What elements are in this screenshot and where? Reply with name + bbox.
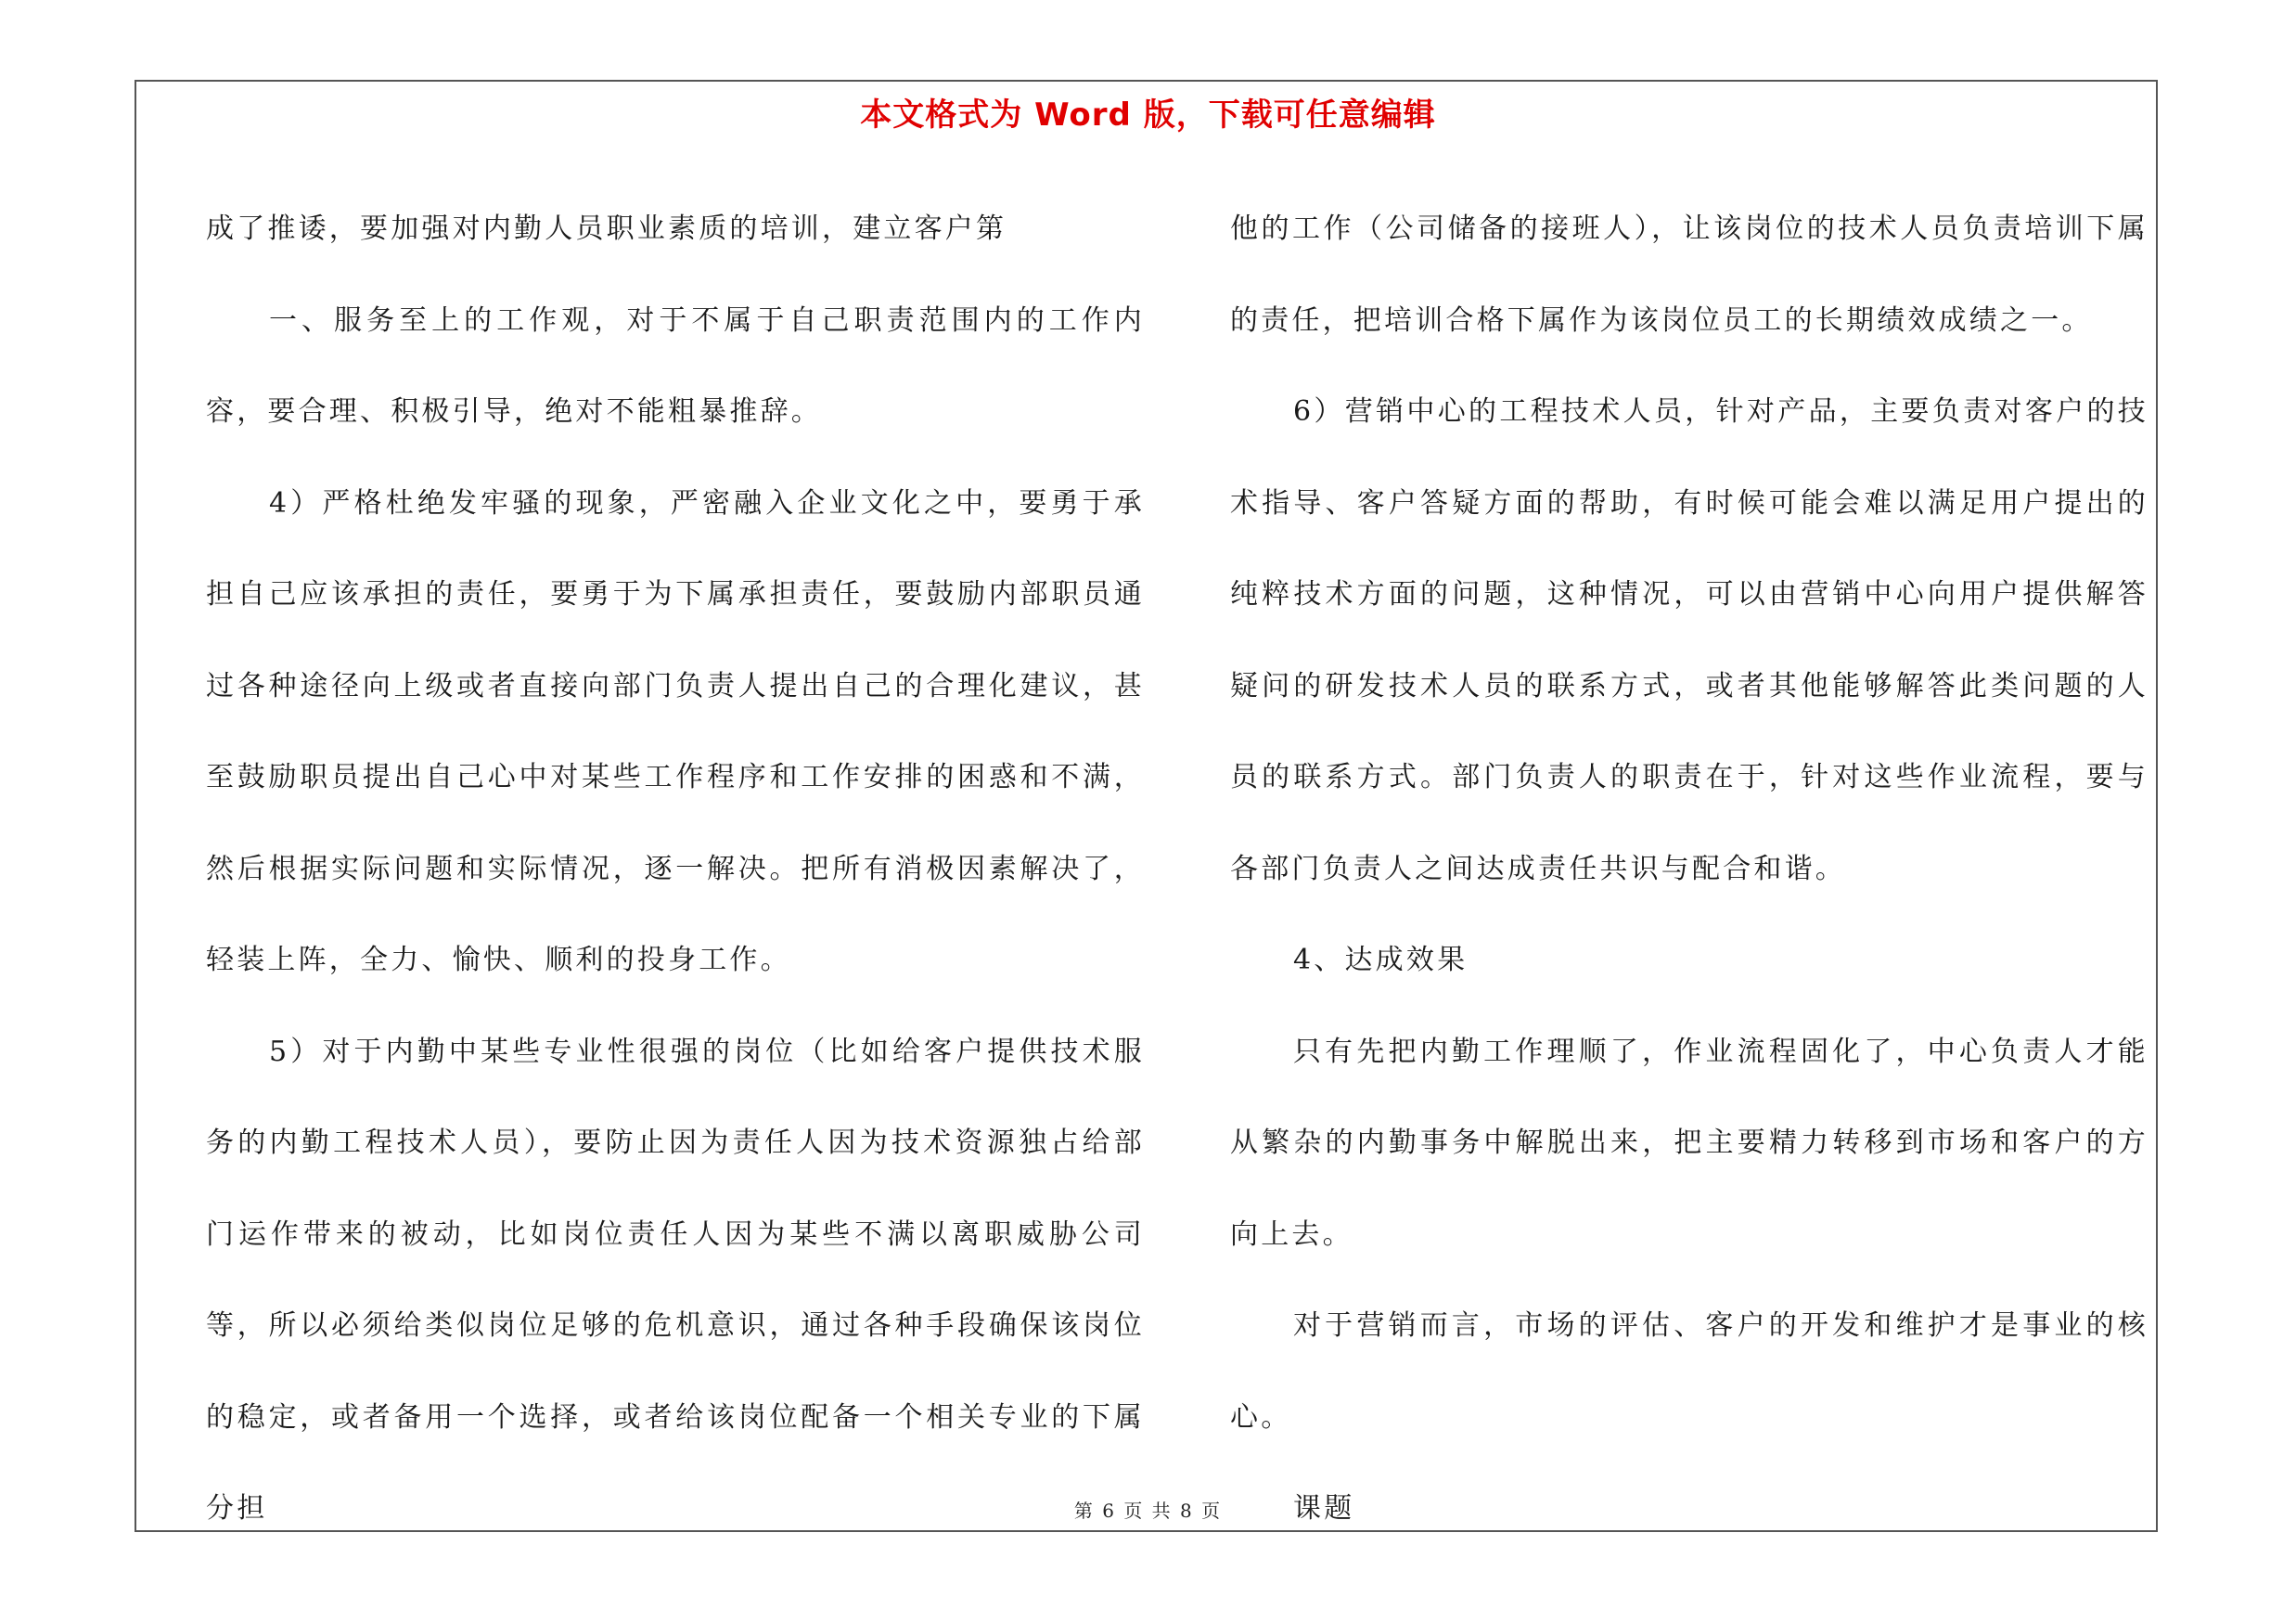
paragraph: 成了推诿，要加强对内勤人员职业素质的培训，建立客户第	[206, 213, 1007, 245]
right-text-column	[1230, 184, 2148, 1555]
paragraph: 6）营销中心的工程技术人员，针对产品，主要负责对客户的技术指导、客户答疑方面的帮助，有时候可能会难以满足用户提出的纯粹技术方面的问题，这种情况，可以由营销中心向用户提供解答疑问的研发技术人员的联系方式，或者其他能够解答此类问题的人员的联系方式。部门负责人的职责在于，针对这些作业流程，要与各部门负责人之间达成责任共识与配合和谐。	[1230, 395, 2148, 885]
paragraph: 5）对于内勤中某些专业性很强的岗位（比如给客户提供技术服务的内勤工程技术人员），要防止因为责任人因为技术资源独占给部门运作带来的被动，比如岗位责任人因为某些不满以离职威胁公司等，所以必须给类似岗位足够的危机意识，通过各种手段确保该岗位的稳定，或者备用一个选择，或者给该岗位配备一个相关专业的下属分担	[206, 1035, 1145, 1525]
paragraph: 他的工作（公司储备的接班人），让该岗位的技术人员负责培训下属的责任，把培训合格下属作为该岗位员工的长期绩效成绩之一。	[1230, 213, 2148, 337]
paragraph: 4）严格杜绝发牢骚的现象，严密融入企业文化之中，要勇于承担自己应该承担的责任，要勇于为下属承担责任，要鼓励内部职员通过各种途径向上级或者直接向部门负责人提出自己的合理化建议，甚至鼓励职员提出自己心中对某些工作程序和工作安排的困惑和不满，然后根据实际问题和实际情况，逐一解决。把所有消极因素解决了，轻装上阵，全力、愉快、顺利的投身工作。	[206, 486, 1145, 976]
section-heading: 4、达成效果	[1293, 944, 1469, 976]
page-number: 第 6 页 共 8 页	[1073, 1500, 1223, 1522]
paragraph: 课题	[1293, 1492, 1355, 1525]
paragraph: 一、服务至上的工作观，对于不属于自己职责范围内的工作内容，要合理、积极引导，绝对不能粗暴推辞。	[206, 303, 1145, 428]
paragraph: 对于营销而言，市场的评估、客户的开发和维护才是事业的核心。	[1230, 1309, 2148, 1434]
paragraph: 只有先把内勤工作理顺了，作业流程固化了，中心负责人才能从繁杂的内勤事务中解脱出来，把主要精力转移到市场和客户的方向上去。	[1230, 1035, 2148, 1251]
word-format-banner: 本文格式为 Word 版，下载可任意编辑	[860, 97, 1436, 134]
left-text-column	[206, 184, 1145, 1555]
